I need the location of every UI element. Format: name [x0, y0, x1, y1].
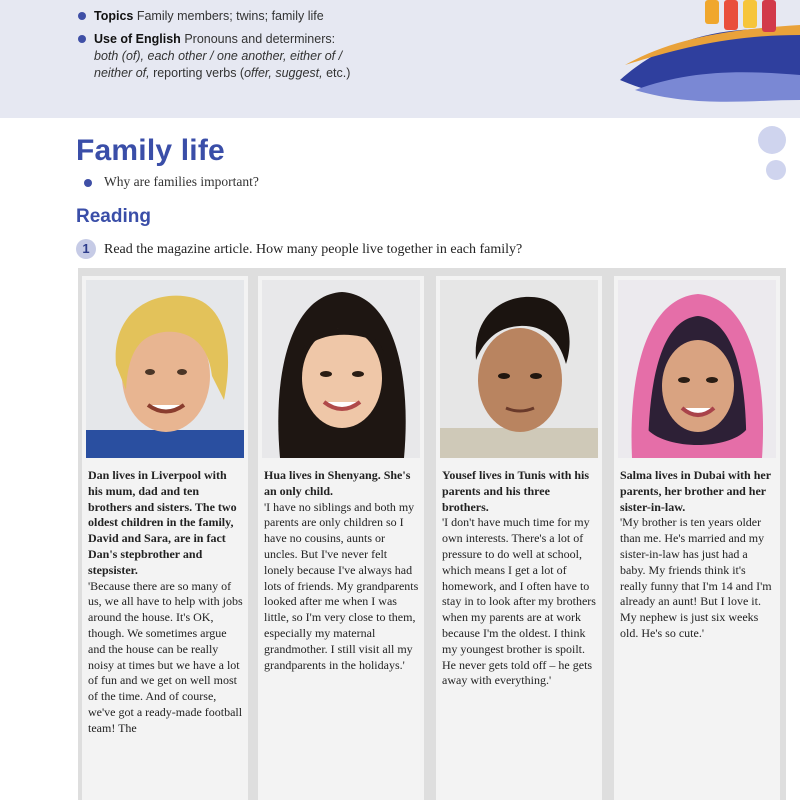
bullet-icon — [78, 35, 86, 43]
profile-intro: Dan lives in Liverpool with his mum, dad and ten brothers and sisters. The two oldest children in the family, David and Sara, are in fact Dan's stepbrother and stepsister. — [88, 468, 237, 577]
profile-text — [264, 468, 420, 673]
topics-label: Topics — [94, 9, 134, 23]
question-text: Why are families important? — [104, 174, 259, 189]
profile-text — [88, 468, 244, 737]
use-of-english-detail-2d: etc.) — [322, 66, 351, 80]
profile-quote: 'I don't have much time for my own interests. There's a lot of pressure to do well at school, which means I get a lot of homework, and I often have to stay in to look after my brothers when my parents are at work because I'm the oldest. I think my youngest brother is spoilt. He never gets told off – he gets away with everything.' — [442, 515, 596, 688]
portrait-photo — [440, 280, 598, 458]
profile-card-salma — [614, 276, 780, 800]
bullet-icon — [78, 12, 86, 20]
page-title: Family life — [76, 134, 225, 167]
portrait-photo — [86, 280, 244, 458]
task-number: 1 — [76, 239, 96, 259]
profile-card-yousef — [436, 276, 602, 800]
use-of-english-detail-1: both (of), each other / one another, either of / — [94, 49, 343, 63]
portrait-photo — [262, 280, 420, 458]
lesson-meta — [78, 8, 598, 88]
bullet-icon — [84, 179, 92, 187]
use-of-english-detail-2a: neither of, — [94, 66, 150, 80]
profile-quote: 'My brother is ten years older than me. He's married and my sister-in-law has just had a baby. My friends think it's really funny that I'm 14 and I'm already an aunt! But I love it. My nephew is just six weeks old. He's so cute.' — [620, 515, 772, 640]
discussion-question — [84, 174, 259, 190]
profile-quote: 'I have no siblings and both my parents are only children so I have no cousins, aunts or uncles. But I've never felt lonely because I've always had lots of friends. My grandparents looked after me when I was little, so I'm very close to them, especially my maternal grandmother. I still visit all my grandparents in the holidays.' — [264, 499, 419, 672]
use-of-english-label: Use of English — [94, 32, 181, 46]
profile-text — [442, 468, 598, 689]
use-of-english-row — [78, 31, 598, 82]
header-decoration — [600, 0, 800, 190]
topics-row — [78, 8, 598, 25]
profile-intro: Salma lives in Dubai with her parents, her brother and her sister-in-law. — [620, 468, 771, 514]
profile-intro: Hua lives in Shenyang. She's an only child. — [264, 468, 411, 498]
profile-intro: Yousef lives in Tunis with his parents and his three brothers. — [442, 468, 590, 514]
profile-card-hua — [258, 276, 424, 800]
profile-card-dan — [82, 276, 248, 800]
use-of-english-detail-2b: reporting verbs ( — [149, 66, 245, 80]
people-icon — [705, 0, 776, 32]
profile-text — [620, 468, 776, 642]
task-text: Read the magazine article. How many people live together in each family? — [104, 242, 523, 257]
profile-quote: 'Because there are so many of us, we all have to help with jobs around the house. It's OK, though. We sometimes argue and the house can be really noisy at times but we have a lot of fun and we get on well most of the time. And of course, we've got a ready-made football team! The — [88, 578, 243, 735]
section-heading: Reading — [76, 206, 151, 227]
topics-text: Family members; twins; family life — [136, 9, 324, 23]
use-of-english-detail-2c: offer, suggest, — [244, 66, 323, 80]
task-instruction — [76, 239, 522, 259]
use-of-english-text: Pronouns and determiners: — [184, 32, 336, 46]
portrait-photo — [618, 280, 776, 458]
